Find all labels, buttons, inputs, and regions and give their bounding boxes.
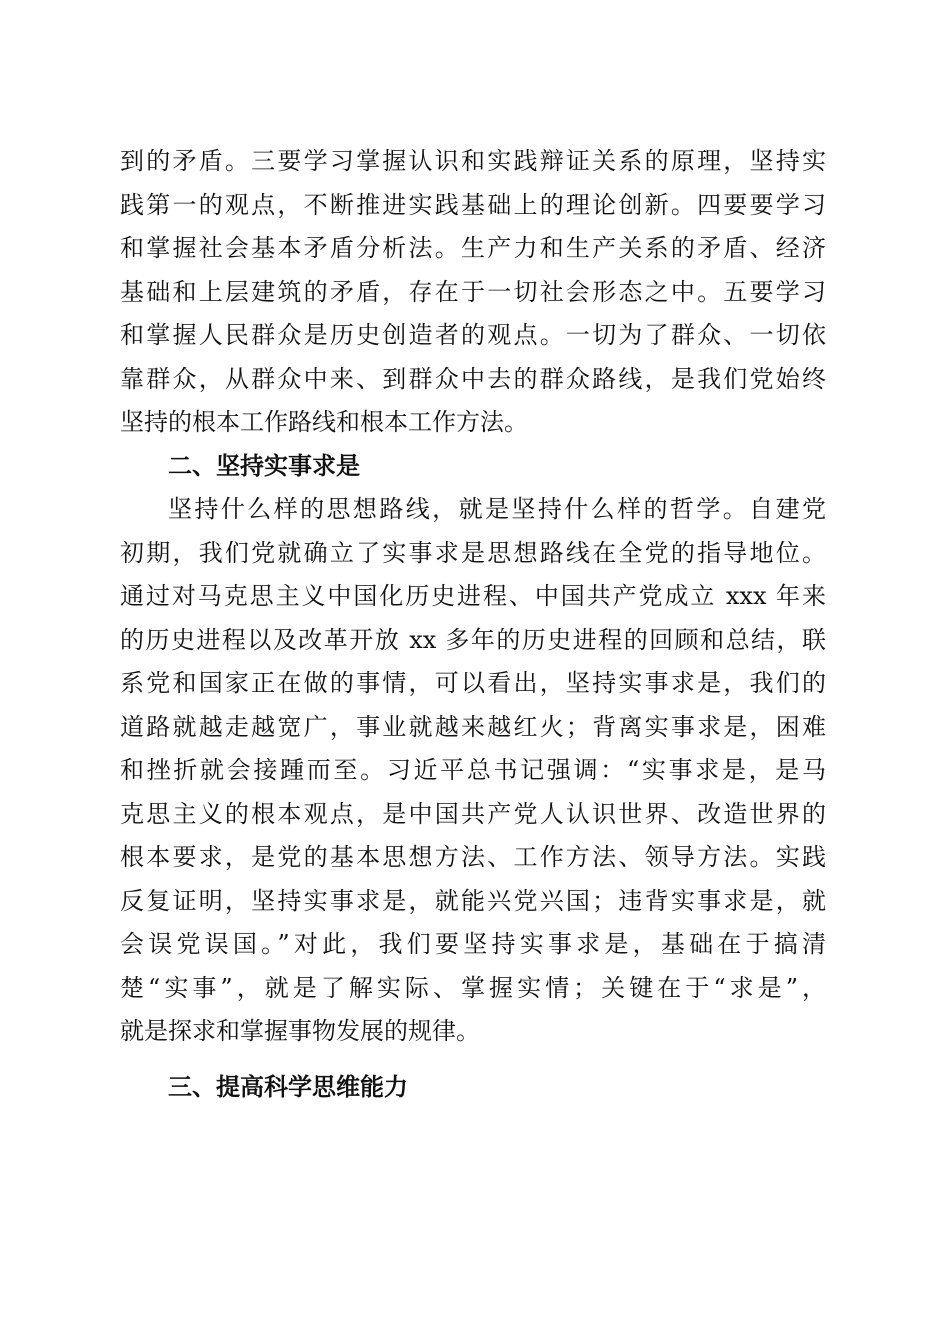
- paragraph-line: 根本要求，是党的基本思想方法、工作方法、领导方法。实践: [120, 843, 826, 871]
- paragraph-line: 会误党误国。”对此，我们要坚持实事求是，基础在于搞清: [120, 930, 826, 958]
- section-heading-2: 二、坚持实事求是: [168, 451, 360, 480]
- paragraph-line: 和挫折就会接踵而至。习近平总书记强调：“实事求是，是马: [120, 756, 826, 784]
- paragraph-line: 反复证明，坚持实事求是，就能兴党兴国；违背实事求是，就: [120, 886, 826, 915]
- document-body: [120, 140, 826, 1109]
- section-heading-3: 三、提高科学思维能力: [168, 1072, 408, 1101]
- paragraph-1: [120, 140, 826, 445]
- paragraph-line: 通过对马克思主义中国化历史进程、中国共产党成立 xxx 年来: [120, 582, 826, 610]
- paragraph-line: 系党和国家正在做的事情，可以看出，坚持实事求是，我们的: [120, 669, 826, 697]
- paragraph-line: 就是探求和掌握事物发展的规律。: [120, 1017, 480, 1045]
- spacer: [120, 1054, 826, 1066]
- paragraph-2: [120, 488, 826, 1054]
- paragraph-line: 坚持的根本工作路线和根本工作方法。: [120, 408, 528, 436]
- paragraph-line: 靠群众，从群众中来、到群众中去的群众路线，是我们党始终: [120, 364, 826, 393]
- paragraph-line: 基础和上层建筑的矛盾，存在于一切社会形态之中。五要学习: [120, 277, 826, 306]
- paragraph-line: 道路就越走越宽广，事业就越来越红火；背离实事求是，困难: [120, 712, 826, 741]
- paragraph-line: 楚“实事”，就是了解实际、掌握实情；关键在于“求是”，: [120, 973, 826, 1002]
- paragraph-line: 坚持什么样的思想路线，就是坚持什么样的哲学。自建党: [168, 495, 826, 523]
- paragraph-line: 和掌握社会基本矛盾分析法。生产力和生产关系的矛盾、经济: [120, 234, 826, 262]
- paragraph-line: 初期，我们党就确立了实事求是思想路线在全党的指导地位。: [120, 538, 826, 567]
- paragraph-line: 践第一的观点，不断推进实践基础上的理论创新。四要要学习: [120, 190, 826, 219]
- paragraph-line: 克思主义的根本观点，是中国共产党人认识世界、改造世界的: [120, 799, 826, 828]
- paragraph-line: 和掌握人民群众是历史创造者的观点。一切为了群众、一切依: [120, 321, 826, 349]
- paragraph-line: 的历史进程以及改革开放 xx 多年的历史进程的回顾和总结，联: [120, 625, 826, 654]
- paragraph-line: 到的矛盾。三要学习掌握认识和实践辩证关系的原理，坚持实: [120, 147, 826, 175]
